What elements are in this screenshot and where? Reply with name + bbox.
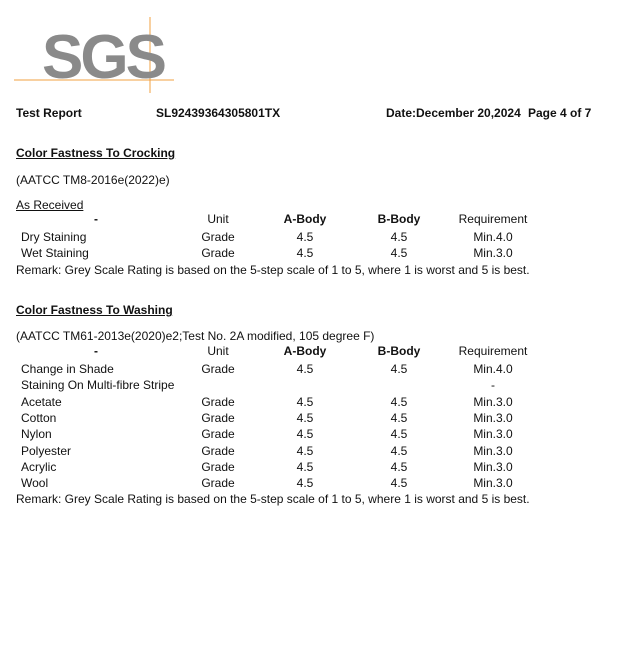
requirement-cell: Min.3.0 xyxy=(473,410,513,425)
requirement-cell: Min.3.0 xyxy=(473,246,513,260)
row-label: Staining On Multi-fibre Stripe xyxy=(21,378,175,393)
unit-cell: Grade xyxy=(201,410,235,425)
table-row xyxy=(0,427,626,443)
crocking-method: (AATCC TM8-2016e(2022)e) xyxy=(16,173,170,187)
table-row xyxy=(0,411,626,427)
b-body-cell: 4.5 xyxy=(390,443,408,458)
b-body-cell: 4.5 xyxy=(390,476,408,491)
column-header-a-body: A-Body xyxy=(283,344,327,358)
column-header-a-body: A-Body xyxy=(283,212,327,226)
column-header-b-body: B-Body xyxy=(377,212,421,226)
a-body-cell: 4.5 xyxy=(296,410,314,425)
washing-remark: Remark: Grey Scale Rating is based on the 5-step scale of 1 to 5, where 1 is worst and 5 is best. xyxy=(16,492,530,506)
washing-method: (AATCC TM61-2013e(2020)e2;Test No. 2A modified, 105 degree F) xyxy=(16,329,375,343)
table-row xyxy=(0,460,626,476)
row-label: Acrylic xyxy=(21,459,57,474)
table-row xyxy=(0,246,626,262)
column-header-unit: Unit xyxy=(207,212,229,226)
row-label: Wet Staining xyxy=(21,246,89,260)
a-body-cell: 4.5 xyxy=(296,246,314,260)
column-header-b-body: B-Body xyxy=(377,344,421,358)
page-number: Page 4 of 7 xyxy=(528,106,592,120)
a-body-cell: 4.5 xyxy=(296,476,314,491)
sgs-logo-graphic xyxy=(14,17,174,93)
crocking-table-header xyxy=(0,212,626,228)
a-body-cell: 4.5 xyxy=(296,362,314,376)
column-header-requirement: Requirement xyxy=(458,344,528,358)
table-row xyxy=(0,230,626,246)
a-body-cell: 4.5 xyxy=(296,230,314,244)
row-label: Cotton xyxy=(21,410,57,425)
row-label: Wool xyxy=(21,476,49,491)
column-header-name: - xyxy=(94,344,98,358)
table-row xyxy=(0,362,626,378)
table-row xyxy=(0,395,626,411)
unit-cell: Grade xyxy=(201,362,235,376)
as-received-subheading: As Received xyxy=(16,198,84,212)
sgs-logo-text: SGS xyxy=(42,23,164,92)
row-label: Polyester xyxy=(21,443,72,458)
a-body-cell: 4.5 xyxy=(296,427,314,442)
a-body-cell: 4.5 xyxy=(296,459,314,474)
b-body-cell: 4.5 xyxy=(390,246,408,260)
column-header-unit: Unit xyxy=(207,344,229,358)
table-row xyxy=(0,444,626,460)
a-body-cell: 4.5 xyxy=(296,443,314,458)
b-body-cell: 4.5 xyxy=(390,459,408,474)
unit-cell: Grade xyxy=(201,476,235,491)
row-label: Acetate xyxy=(21,394,62,409)
report-number: SL92439364305801TX xyxy=(156,106,281,120)
b-body-cell: 4.5 xyxy=(390,427,408,442)
row-label: Dry Staining xyxy=(21,230,87,244)
crocking-title: Color Fastness To Crocking xyxy=(16,146,176,160)
sgs-logo xyxy=(14,17,174,93)
report-date: Date:December 20,2024 xyxy=(386,106,521,120)
requirement-cell: Min.3.0 xyxy=(473,443,513,458)
report-title: Test Report xyxy=(16,106,82,120)
washing-title: Color Fastness To Washing xyxy=(16,303,173,317)
unit-cell: Grade xyxy=(201,427,235,442)
requirement-cell: Min.4.0 xyxy=(473,362,513,376)
requirement-cell: Min.3.0 xyxy=(473,459,513,474)
requirement-cell: - xyxy=(491,378,495,393)
unit-cell: Grade xyxy=(201,394,235,409)
b-body-cell: 4.5 xyxy=(390,362,408,376)
table-row xyxy=(0,476,626,492)
table-row xyxy=(0,378,626,394)
requirement-cell: Min.3.0 xyxy=(473,476,513,491)
requirement-cell: Min.3.0 xyxy=(473,427,513,442)
a-body-cell: 4.5 xyxy=(296,394,314,409)
unit-cell: Grade xyxy=(201,230,235,244)
row-label: Change in Shade xyxy=(21,362,114,376)
b-body-cell: 4.5 xyxy=(390,230,408,244)
unit-cell: Grade xyxy=(201,459,235,474)
column-header-name: - xyxy=(94,212,98,226)
unit-cell: Grade xyxy=(201,246,235,260)
washing-table-header xyxy=(0,344,626,360)
b-body-cell: 4.5 xyxy=(390,410,408,425)
crocking-remark: Remark: Grey Scale Rating is based on the 5-step scale of 1 to 5, where 1 is worst and 5 is best. xyxy=(16,263,530,277)
unit-cell: Grade xyxy=(201,443,235,458)
requirement-cell: Min.3.0 xyxy=(473,394,513,409)
row-label: Nylon xyxy=(21,427,52,442)
b-body-cell: 4.5 xyxy=(390,394,408,409)
requirement-cell: Min.4.0 xyxy=(473,230,513,244)
column-header-requirement: Requirement xyxy=(458,212,528,226)
